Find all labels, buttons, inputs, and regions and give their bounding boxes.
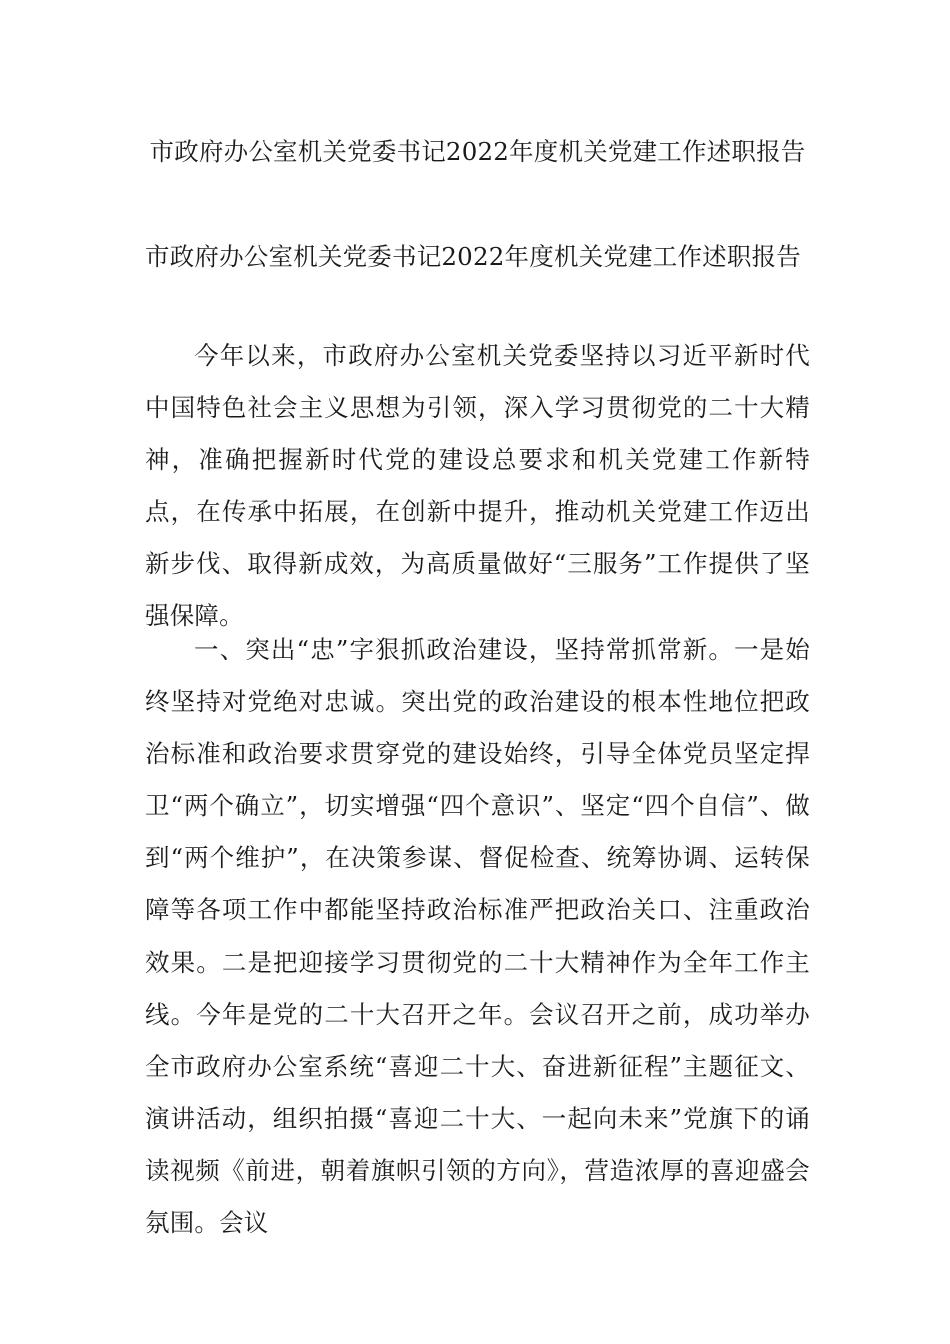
document-title: 市政府办公室机关党委书记2022年度机关党建工作述职报告: [149, 137, 806, 166]
paragraph-section-one: 一、突出“忠”字狠抓政治建设，坚持常抓常新。一是始终坚持对党绝对忠诚。突出党的政治建设的根本性地位把政治标准和政治要求贯穿党的建设始终，引导全体党员坚定捍卫“两个确立”，切实增强“四个意识”、坚定“四个自信”、做到“两个维护”，在决策参谋、督促检查、统筹协调、运转保障等各项工作中都能坚持政治标准严把政治关口、注重政治效果。二是把迎接学习贯彻党的二十大精神作为全年工作主线。今年是党的二十大召开之年。会议召开之前，成功举办全市政府办公室系统“喜迎二十大、奋进新征程”主题征文、演讲活动，组织拍摄“喜迎二十大、一起向未来”党旗下的诵读视频《前进，朝着旗帜引领的方向》，营造浓厚的喜迎盛会氛围。会议: [145, 635, 810, 1238]
document-subtitle: 市政府办公室机关党委书记2022年度机关党建工作述职报告: [145, 242, 801, 271]
paragraph-intro: 今年以来，市政府办公室机关党委坚持以习近平新时代中国特色社会主义思想为引领，深入学习贯彻党的二十大精神，准确把握新时代党的建设总要求和机关党建工作新特点，在传承中拓展，在创新中提升，推动机关党建工作迈出新步伐、取得新成效，为高质量做好“三服务”工作提供了坚强保障。: [145, 341, 810, 631]
